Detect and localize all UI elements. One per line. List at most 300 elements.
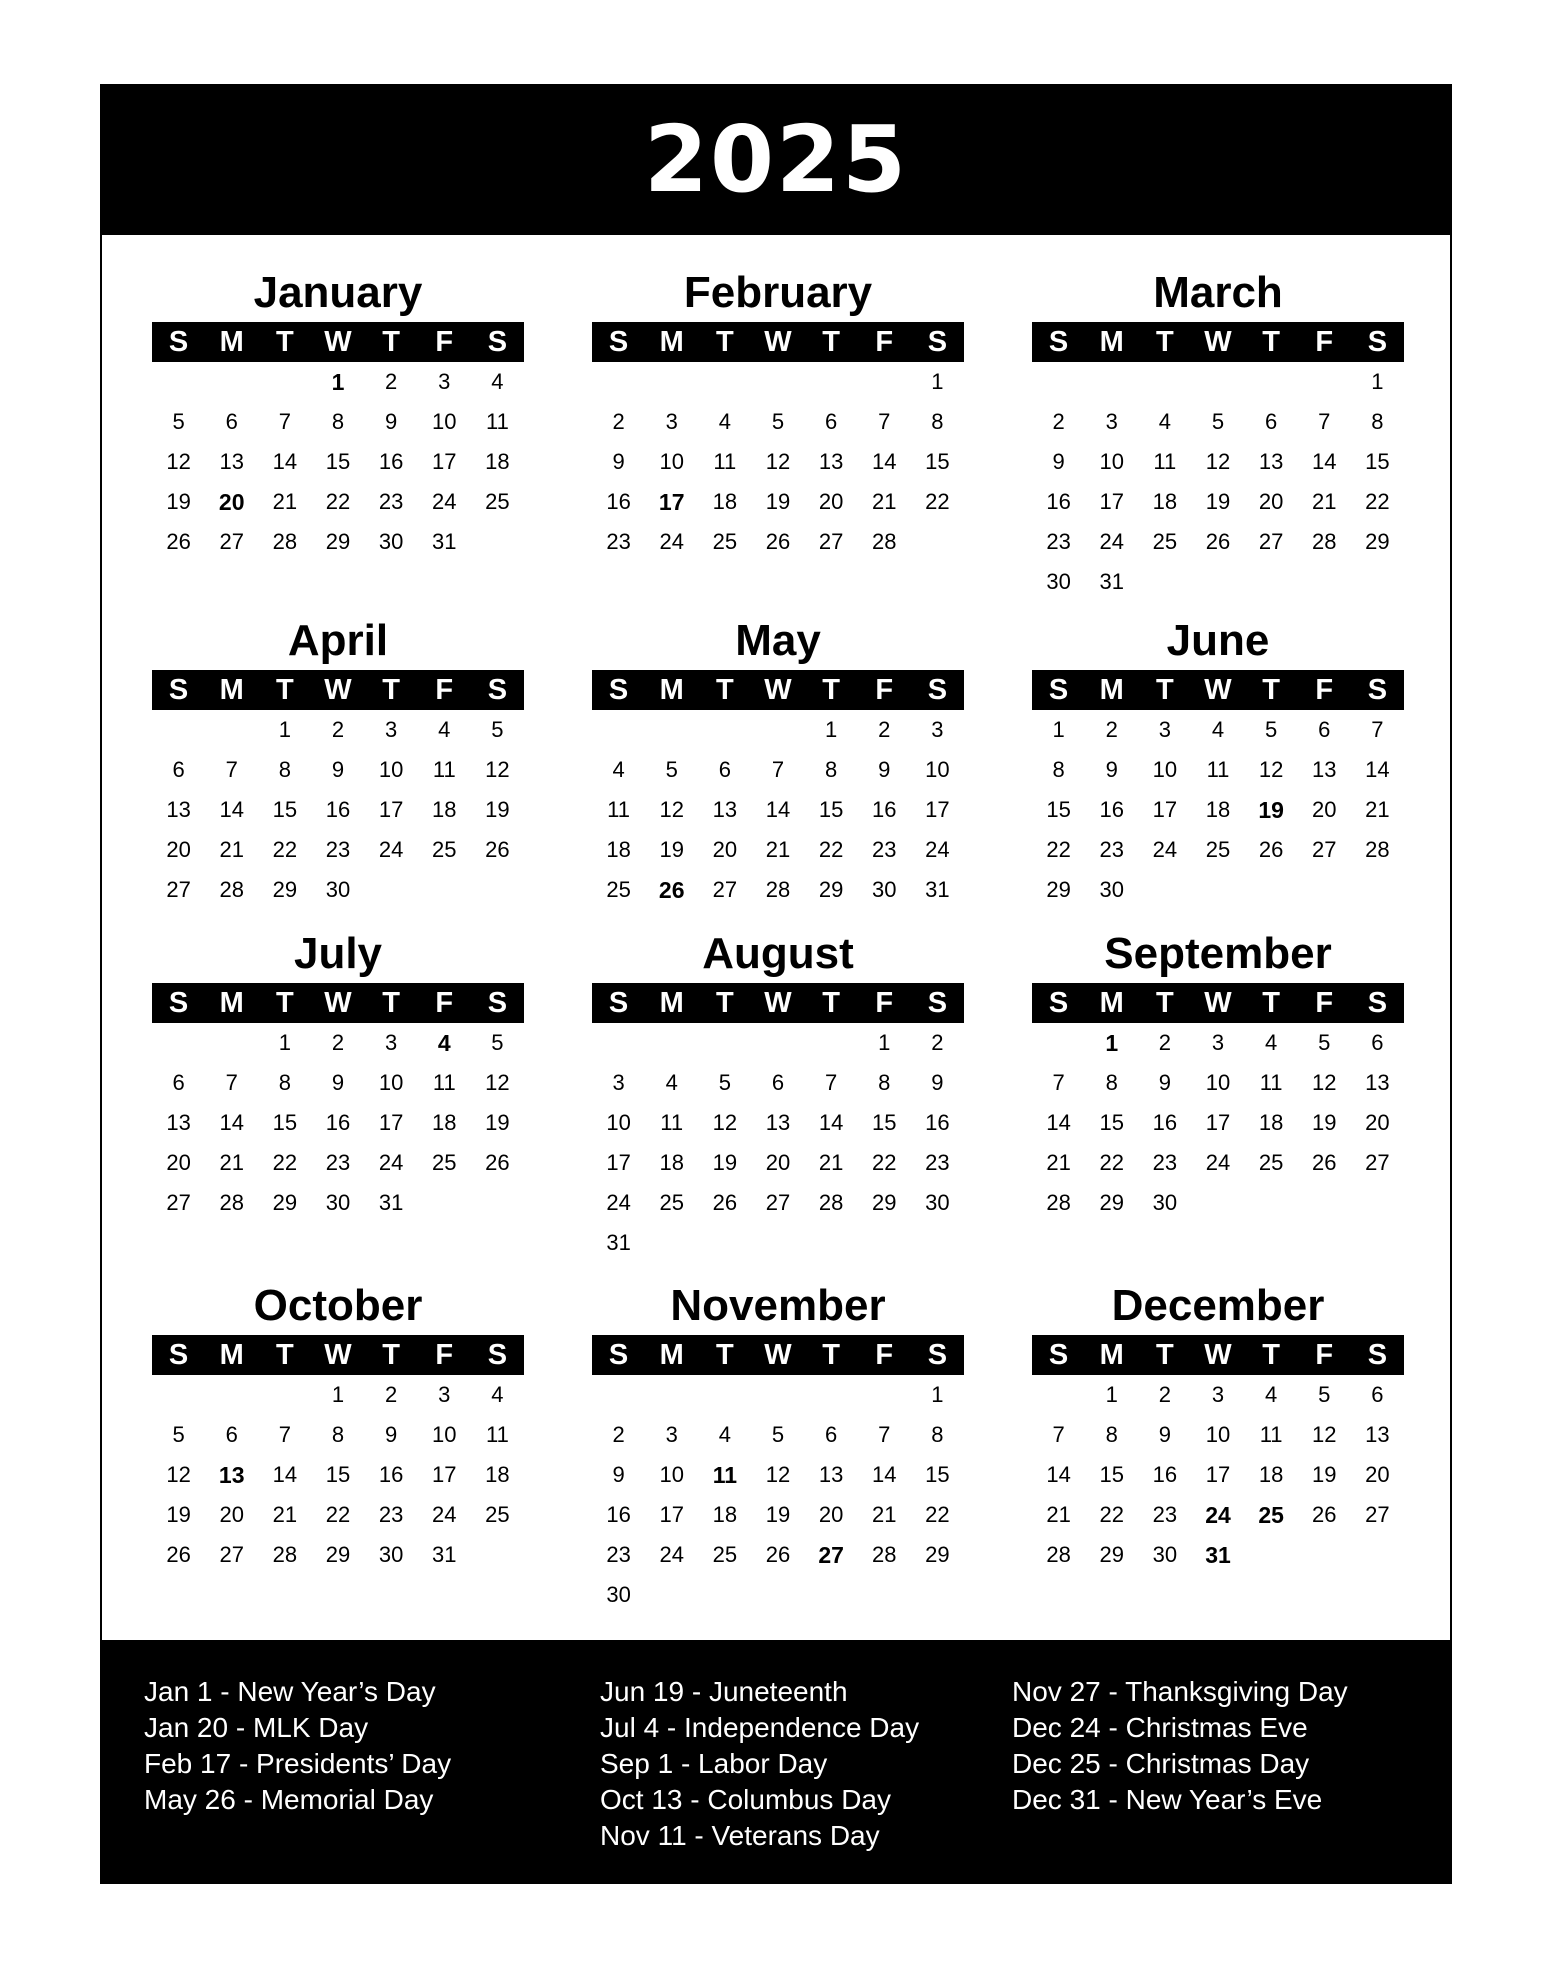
day-cell: 1 <box>931 369 944 394</box>
day-cell: 25 <box>712 1542 738 1567</box>
day-cell: 4 <box>1158 409 1171 434</box>
weekday-label: M <box>219 325 244 358</box>
day-cell: 9 <box>1158 1070 1171 1095</box>
weekday-label: S <box>927 673 948 706</box>
weekday-label: T <box>822 325 840 358</box>
day-cell: 14 <box>1046 1462 1071 1487</box>
day-cell: 14 <box>765 797 791 822</box>
day-cell: 19 <box>659 837 684 862</box>
day-cell: 17 <box>925 797 950 822</box>
weekday-label: S <box>927 325 948 358</box>
empty-day-cell <box>592 1023 645 1063</box>
day-cell: 11 <box>1259 1422 1283 1447</box>
day-cell: 31 <box>378 1190 404 1215</box>
day-cell: 19 <box>1312 1110 1337 1135</box>
day-cell: 14 <box>219 797 244 822</box>
holiday-day-cell: 31 <box>1205 1541 1231 1568</box>
day-cell: 26 <box>485 837 510 862</box>
weekday-label: W <box>764 1338 792 1371</box>
day-cell: 24 <box>1152 837 1178 862</box>
weekday-label: S <box>1048 673 1069 706</box>
day-cell: 15 <box>325 449 351 474</box>
day-cell: 15 <box>925 449 950 474</box>
empty-day-cell <box>751 710 804 750</box>
weekday-label: M <box>1099 673 1124 706</box>
day-cell: 13 <box>765 1110 791 1135</box>
day-cell: 17 <box>659 1502 684 1527</box>
day-cell: 9 <box>385 409 398 434</box>
day-cell: 7 <box>1052 1070 1065 1095</box>
day-cell: 6 <box>1318 717 1331 742</box>
day-cell: 17 <box>1099 489 1124 514</box>
day-cell: 3 <box>1158 717 1171 742</box>
day-cell: 3 <box>665 409 678 434</box>
day-grid <box>152 1375 524 1575</box>
day-cell: 1 <box>278 717 291 742</box>
day-cell: 6 <box>825 409 838 434</box>
day-grid <box>1032 1375 1404 1575</box>
weekday-label: T <box>715 986 734 1019</box>
day-cell: 28 <box>272 529 298 554</box>
month-june <box>1032 612 1404 910</box>
day-cell: 22 <box>272 1150 298 1175</box>
weekday-label: S <box>168 673 189 706</box>
day-cell: 27 <box>166 877 191 902</box>
day-cell: 30 <box>378 529 404 554</box>
day-cell: 24 <box>659 1542 684 1567</box>
day-grid <box>152 362 524 562</box>
day-cell: 20 <box>1365 1462 1390 1487</box>
day-cell: 22 <box>325 489 351 514</box>
empty-day-cell <box>1191 362 1244 402</box>
weekday-header <box>1032 983 1404 1023</box>
weekday-label: W <box>764 986 792 1019</box>
day-cell: 12 <box>166 1462 191 1487</box>
weekday-label: W <box>324 325 352 358</box>
day-cell: 14 <box>872 1462 897 1487</box>
day-cell: 11 <box>485 409 509 434</box>
day-cell: 6 <box>1371 1382 1384 1407</box>
day-cell: 11 <box>713 449 737 474</box>
weekday-label: T <box>382 986 400 1019</box>
day-cell: 19 <box>485 797 510 822</box>
day-cell: 16 <box>1152 1110 1178 1135</box>
day-cell: 17 <box>432 449 457 474</box>
weekday-label: T <box>275 1338 294 1371</box>
day-cell: 2 <box>1158 1030 1171 1055</box>
holiday-day-cell: 1 <box>1105 1029 1119 1056</box>
day-cell: 5 <box>1318 1382 1331 1407</box>
weekday-label: T <box>1155 673 1174 706</box>
day-cell: 10 <box>378 1070 404 1095</box>
day-cell: 19 <box>1205 489 1231 514</box>
day-cell: 4 <box>612 757 625 782</box>
empty-day-cell <box>805 1023 858 1063</box>
day-cell: 19 <box>765 1502 791 1527</box>
weekday-label: M <box>659 986 684 1019</box>
day-cell: 8 <box>1371 409 1384 434</box>
holiday-item: Jun 19 - Juneteenth <box>600 1676 848 1707</box>
weekday-label: T <box>822 673 840 706</box>
day-cell: 27 <box>1365 1150 1390 1175</box>
day-cell: 3 <box>1211 1030 1225 1055</box>
day-cell: 5 <box>491 717 504 742</box>
day-cell: 21 <box>872 1502 897 1527</box>
day-cell: 31 <box>1099 569 1124 594</box>
empty-day-cell <box>1138 362 1191 402</box>
day-cell: 13 <box>166 1110 191 1135</box>
day-cell: 17 <box>378 797 404 822</box>
day-cell: 10 <box>1205 1422 1231 1447</box>
day-cell: 22 <box>1099 1502 1124 1527</box>
day-cell: 7 <box>878 409 891 434</box>
day-cell: 10 <box>1152 757 1178 782</box>
day-cell: 4 <box>718 409 731 434</box>
weekday-label: S <box>608 673 629 706</box>
day-cell: 14 <box>272 449 298 474</box>
day-cell: 22 <box>872 1150 897 1175</box>
day-cell: 19 <box>1312 1462 1337 1487</box>
weekday-header <box>1032 322 1404 362</box>
day-cell: 20 <box>765 1150 791 1175</box>
holiday-day-cell: 1 <box>331 368 345 395</box>
day-cell: 28 <box>1365 837 1390 862</box>
day-cell: 16 <box>325 1110 351 1135</box>
weekday-label: F <box>875 1338 894 1371</box>
day-cell: 21 <box>1046 1502 1071 1527</box>
day-cell: 2 <box>1052 409 1065 434</box>
day-cell: 3 <box>1211 1382 1225 1407</box>
holiday-day-cell: 25 <box>1258 1501 1284 1528</box>
weekday-label: M <box>659 325 684 358</box>
day-cell: 14 <box>272 1462 298 1487</box>
empty-day-cell <box>258 1375 311 1415</box>
day-cell: 17 <box>1205 1110 1231 1135</box>
day-cell: 29 <box>325 1542 351 1567</box>
day-cell: 28 <box>872 1542 897 1567</box>
day-cell: 24 <box>606 1190 631 1215</box>
day-cell: 30 <box>925 1190 950 1215</box>
empty-day-cell <box>1085 362 1138 402</box>
day-cell: 24 <box>1099 529 1124 554</box>
weekday-label: S <box>608 325 629 358</box>
weekday-label: F <box>1315 673 1334 706</box>
day-cell: 30 <box>1046 569 1071 594</box>
day-cell: 31 <box>432 1542 457 1567</box>
day-cell: 30 <box>325 877 351 902</box>
day-cell: 14 <box>1046 1110 1071 1135</box>
weekday-label: S <box>608 1338 629 1371</box>
day-cell: 19 <box>166 1502 191 1527</box>
day-cell: 11 <box>432 1070 456 1095</box>
day-cell: 13 <box>818 1462 844 1487</box>
day-cell: 20 <box>818 1502 844 1527</box>
empty-day-cell <box>152 1023 205 1063</box>
day-cell: 28 <box>1046 1190 1071 1215</box>
weekday-label: T <box>1155 325 1174 358</box>
day-cell: 12 <box>765 449 791 474</box>
month-title: July <box>293 929 383 978</box>
empty-day-cell <box>698 1023 751 1063</box>
day-cell: 22 <box>1365 489 1390 514</box>
holiday-day-cell: 26 <box>658 876 685 903</box>
day-cell: 26 <box>166 1542 191 1567</box>
month-december <box>1032 1277 1404 1575</box>
day-cell: 2 <box>331 1030 345 1055</box>
day-cell: 12 <box>765 1462 791 1487</box>
holiday-item: May 26 - Memorial Day <box>144 1784 434 1815</box>
weekday-label: T <box>715 325 734 358</box>
empty-day-cell <box>645 362 698 402</box>
day-cell: 2 <box>385 369 398 394</box>
weekday-label: T <box>1262 986 1280 1019</box>
day-cell: 26 <box>1258 837 1284 862</box>
day-cell: 16 <box>1152 1462 1178 1487</box>
day-cell: 8 <box>278 757 291 782</box>
day-cell: 1 <box>878 1030 891 1055</box>
empty-day-cell <box>805 1375 858 1415</box>
day-cell: 29 <box>272 1190 298 1215</box>
weekday-label: W <box>1204 1338 1232 1371</box>
empty-day-cell <box>205 1375 258 1415</box>
day-cell: 28 <box>1046 1542 1071 1567</box>
day-cell: 15 <box>1046 797 1071 822</box>
day-cell: 12 <box>712 1110 738 1135</box>
day-cell: 28 <box>272 1542 298 1567</box>
empty-day-cell <box>698 362 751 402</box>
day-cell: 9 <box>385 1422 398 1447</box>
holiday-day-cell: 24 <box>1205 1501 1231 1528</box>
weekday-label: S <box>1367 986 1388 1019</box>
day-cell: 30 <box>606 1582 631 1607</box>
weekday-label: M <box>1099 1338 1124 1371</box>
day-cell: 30 <box>378 1542 404 1567</box>
day-grid <box>1032 710 1404 910</box>
holiday-item: Jul 4 - Independence Day <box>600 1712 920 1743</box>
day-cell: 9 <box>612 449 625 474</box>
day-cell: 19 <box>765 489 791 514</box>
day-cell: 12 <box>1258 757 1284 782</box>
weekday-label: S <box>168 325 189 358</box>
day-cell: 31 <box>925 877 950 902</box>
day-cell: 3 <box>385 1030 398 1055</box>
weekday-label: F <box>435 1338 454 1371</box>
day-cell: 8 <box>825 757 838 782</box>
day-cell: 21 <box>1046 1150 1071 1175</box>
day-cell: 7 <box>1052 1422 1065 1447</box>
day-cell: 7 <box>278 1422 291 1447</box>
day-cell: 25 <box>485 1502 510 1527</box>
day-cell: 6 <box>225 1422 238 1447</box>
day-cell: 21 <box>818 1150 844 1175</box>
day-cell: 23 <box>606 1542 631 1567</box>
weekday-label: F <box>1315 986 1334 1019</box>
month-november <box>592 1277 964 1615</box>
weekday-header <box>592 670 964 710</box>
day-cell: 4 <box>491 1382 504 1407</box>
day-cell: 9 <box>1158 1422 1171 1447</box>
weekday-label: T <box>1262 673 1280 706</box>
month-title: October <box>253 1281 423 1330</box>
weekday-label: S <box>1367 673 1388 706</box>
day-cell: 10 <box>1205 1070 1231 1095</box>
day-cell: 22 <box>1099 1150 1124 1175</box>
empty-day-cell <box>698 1375 751 1415</box>
day-cell: 2 <box>1158 1382 1171 1407</box>
month-july <box>152 925 524 1223</box>
day-cell: 18 <box>712 1502 738 1527</box>
day-cell: 20 <box>219 1502 244 1527</box>
empty-day-cell <box>858 1375 911 1415</box>
day-cell: 21 <box>765 837 791 862</box>
weekday-label: T <box>1262 1338 1280 1371</box>
day-cell: 5 <box>1211 409 1225 434</box>
day-cell: 12 <box>1312 1422 1337 1447</box>
day-cell: 15 <box>272 797 298 822</box>
day-cell: 30 <box>1152 1190 1178 1215</box>
day-cell: 28 <box>219 1190 244 1215</box>
day-cell: 27 <box>818 529 844 554</box>
day-cell: 6 <box>1371 1030 1384 1055</box>
day-cell: 20 <box>166 837 191 862</box>
day-cell: 20 <box>166 1150 191 1175</box>
day-cell: 23 <box>378 489 404 514</box>
holiday-item: Nov 11 - Veterans Day <box>600 1820 880 1851</box>
day-cell: 3 <box>438 369 451 394</box>
empty-day-cell <box>1032 1375 1085 1415</box>
weekday-label: S <box>168 986 189 1019</box>
empty-day-cell <box>1032 1023 1085 1063</box>
weekday-header <box>1032 1335 1404 1375</box>
day-cell: 16 <box>606 489 631 514</box>
empty-day-cell <box>645 1023 698 1063</box>
day-cell: 7 <box>771 757 785 782</box>
day-cell: 14 <box>1312 449 1337 474</box>
day-cell: 30 <box>1099 877 1124 902</box>
day-cell: 8 <box>331 409 345 434</box>
day-cell: 6 <box>172 1070 185 1095</box>
day-cell: 5 <box>771 1422 785 1447</box>
empty-day-cell <box>152 1375 205 1415</box>
day-cell: 22 <box>925 1502 950 1527</box>
empty-day-cell <box>1245 362 1298 402</box>
weekday-label: S <box>608 986 629 1019</box>
day-cell: 13 <box>712 797 738 822</box>
day-cell: 20 <box>818 489 844 514</box>
day-cell: 5 <box>771 409 785 434</box>
day-grid <box>152 710 524 910</box>
day-cell: 13 <box>166 797 191 822</box>
day-cell: 1 <box>1105 1382 1118 1407</box>
day-cell: 21 <box>272 489 298 514</box>
day-cell: 26 <box>765 1542 791 1567</box>
holiday-day-cell: 13 <box>218 1461 245 1488</box>
day-cell: 4 <box>491 369 504 394</box>
day-cell: 10 <box>432 1422 457 1447</box>
day-grid <box>592 1375 964 1615</box>
day-cell: 7 <box>1371 717 1384 742</box>
day-cell: 10 <box>925 757 950 782</box>
holiday-item: Jan 1 - New Year’s Day <box>144 1676 436 1707</box>
day-cell: 29 <box>1099 1190 1124 1215</box>
empty-day-cell <box>698 710 751 750</box>
day-cell: 8 <box>878 1070 891 1095</box>
weekday-label: S <box>487 325 508 358</box>
day-cell: 15 <box>925 1462 950 1487</box>
day-cell: 18 <box>1258 1110 1284 1135</box>
day-cell: 1 <box>931 1382 944 1407</box>
holiday-item: Dec 24 - Christmas Eve <box>1012 1712 1308 1743</box>
holiday-item: Oct 13 - Columbus Day <box>600 1784 891 1815</box>
day-cell: 22 <box>925 489 950 514</box>
day-cell: 27 <box>1365 1502 1390 1527</box>
weekday-label: T <box>715 1338 734 1371</box>
day-cell: 24 <box>378 1150 404 1175</box>
weekday-label: S <box>1048 1338 1069 1371</box>
day-cell: 12 <box>659 797 684 822</box>
weekday-label: T <box>382 673 400 706</box>
day-cell: 19 <box>166 489 191 514</box>
day-cell: 6 <box>1265 409 1278 434</box>
day-cell: 9 <box>1052 449 1065 474</box>
day-cell: 18 <box>432 1110 457 1135</box>
day-cell: 15 <box>1365 449 1390 474</box>
day-cell: 30 <box>872 877 897 902</box>
day-cell: 12 <box>1205 449 1231 474</box>
empty-day-cell <box>152 362 205 402</box>
day-cell: 15 <box>272 1110 298 1135</box>
day-cell: 9 <box>1105 757 1118 782</box>
weekday-label: T <box>1155 1338 1174 1371</box>
day-cell: 8 <box>1105 1422 1118 1447</box>
day-cell: 25 <box>1152 529 1178 554</box>
day-grid <box>1032 362 1404 602</box>
day-cell: 1 <box>1371 369 1384 394</box>
day-cell: 15 <box>1099 1110 1124 1135</box>
day-cell: 29 <box>1365 529 1390 554</box>
day-cell: 11 <box>1259 1070 1283 1095</box>
day-cell: 15 <box>818 797 844 822</box>
weekday-label: M <box>219 1338 244 1371</box>
holiday-column-1 <box>144 1674 451 1818</box>
empty-day-cell <box>751 1023 804 1063</box>
day-cell: 21 <box>1365 797 1390 822</box>
day-cell: 3 <box>438 1382 451 1407</box>
weekday-label: M <box>219 673 244 706</box>
day-cell: 24 <box>1205 1150 1231 1175</box>
day-grid <box>592 362 964 562</box>
empty-day-cell <box>592 710 645 750</box>
day-cell: 21 <box>219 1150 244 1175</box>
day-cell: 26 <box>485 1150 510 1175</box>
day-cell: 14 <box>872 449 897 474</box>
day-cell: 27 <box>219 1542 244 1567</box>
day-cell: 15 <box>872 1110 897 1135</box>
day-cell: 16 <box>1099 797 1124 822</box>
day-cell: 20 <box>1312 797 1337 822</box>
holiday-column-3 <box>1012 1674 1348 1818</box>
weekday-label: F <box>435 986 454 1019</box>
month-title: December <box>1111 1281 1325 1330</box>
day-cell: 10 <box>432 409 457 434</box>
weekday-label: S <box>487 1338 508 1371</box>
weekday-header <box>1032 670 1404 710</box>
weekday-label: S <box>1367 1338 1388 1371</box>
empty-day-cell <box>858 362 911 402</box>
day-cell: 26 <box>1312 1150 1337 1175</box>
day-cell: 5 <box>718 1070 731 1095</box>
weekday-header <box>152 322 524 362</box>
